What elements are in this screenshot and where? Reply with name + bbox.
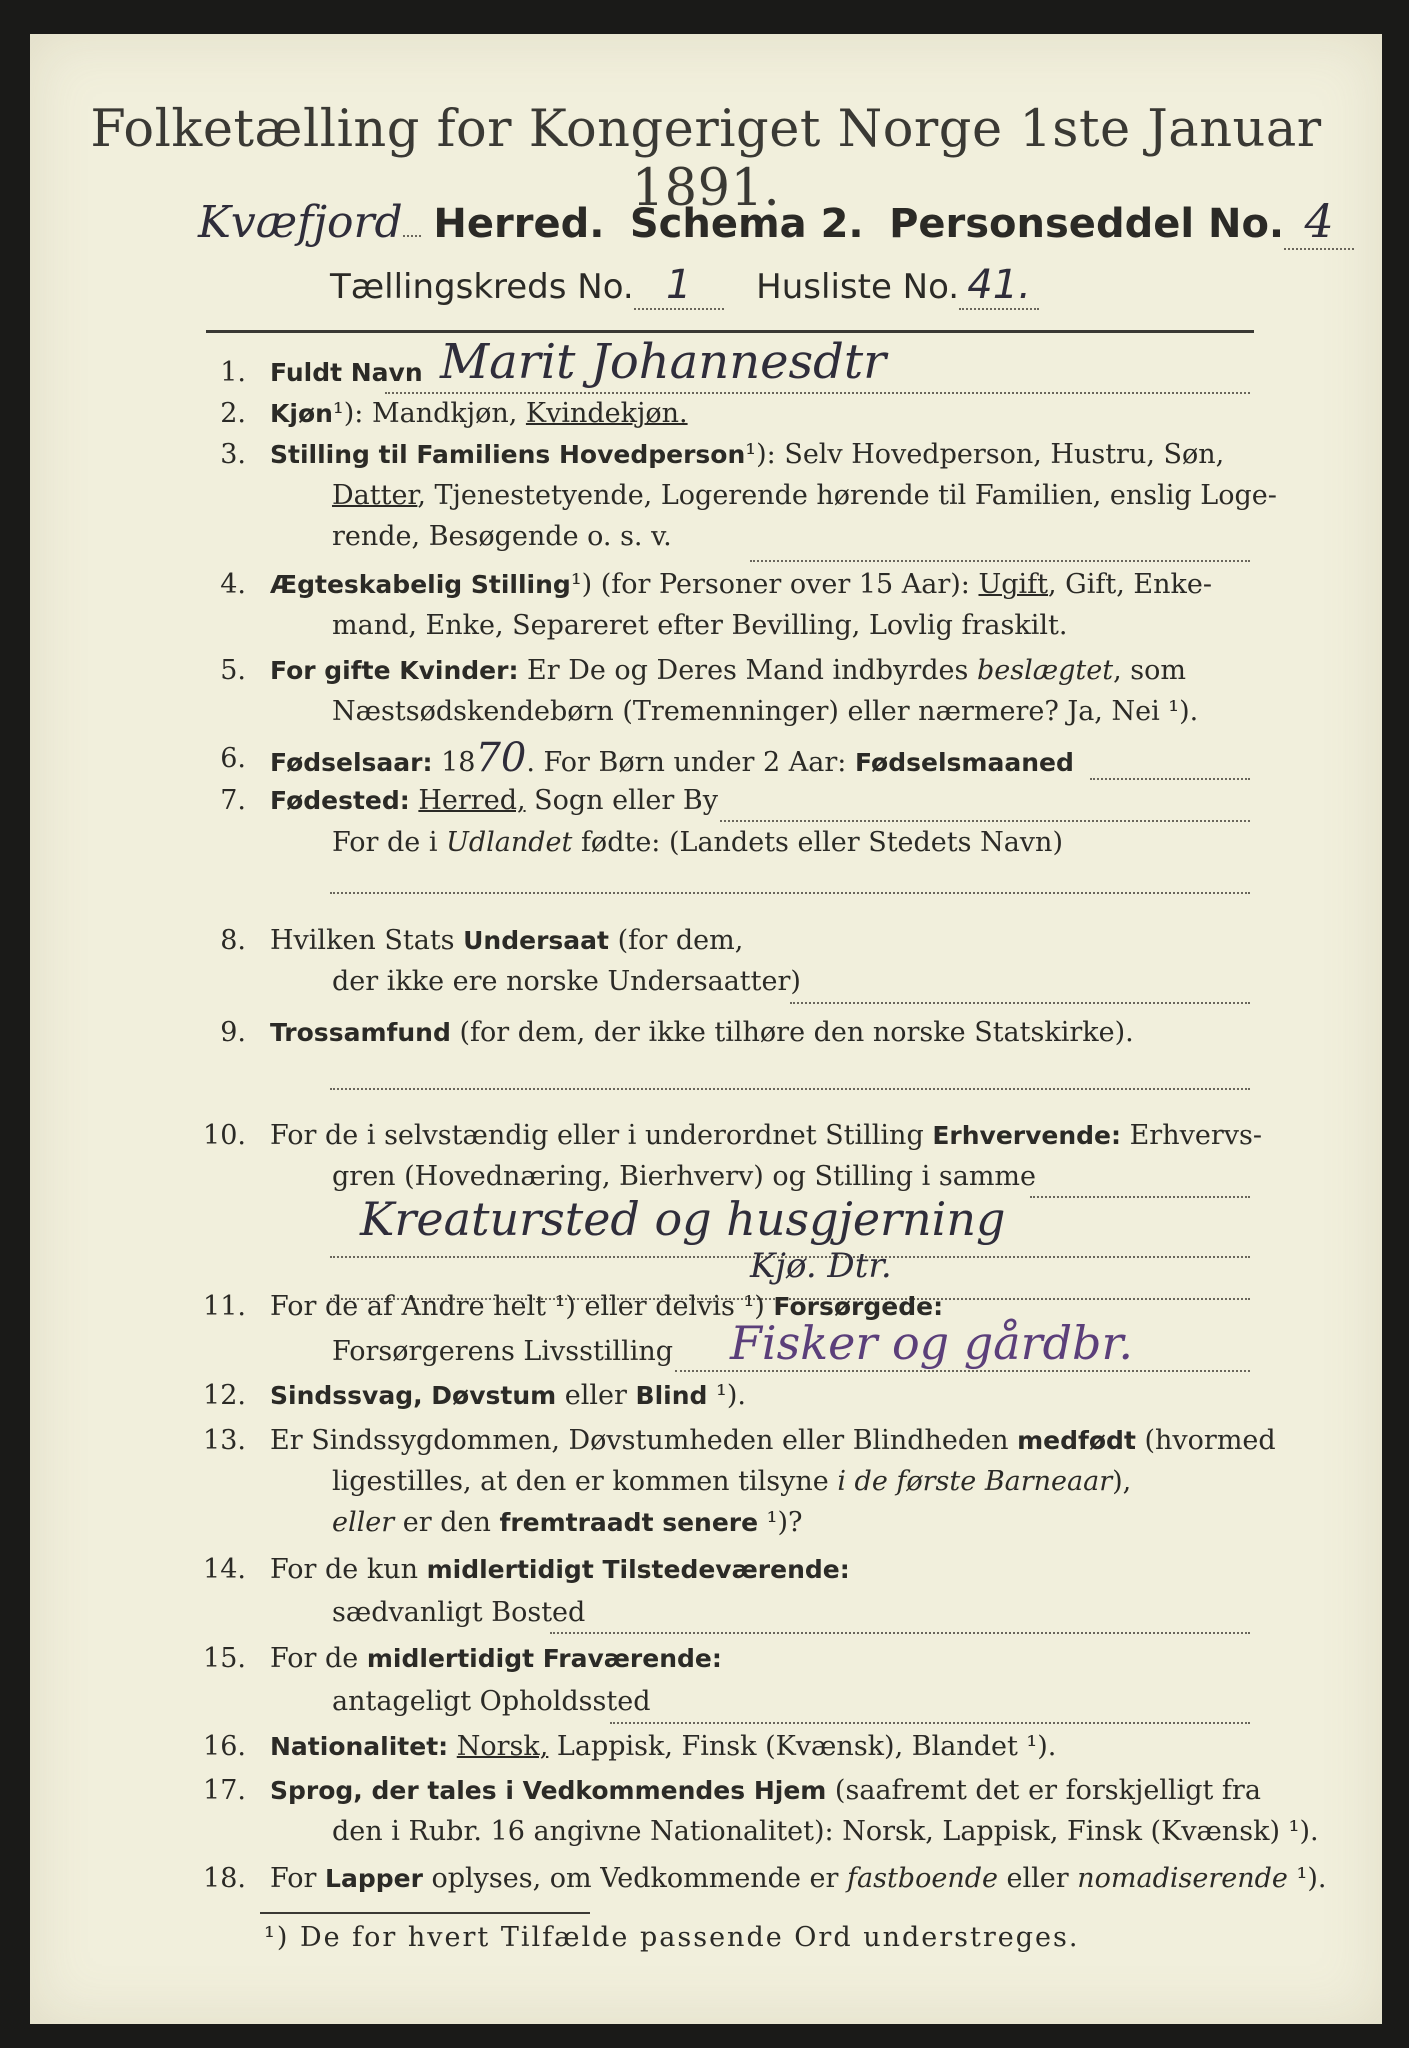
form-title: Folketælling for Kongeriget Norge 1ste Januar 1891.	[90, 100, 1322, 218]
occupation-value-2: Kjø. Dtr.	[750, 1246, 892, 1286]
name-value: Marit Johannesdtr	[440, 334, 887, 390]
kreds-value: 1	[634, 262, 724, 310]
header-rule	[206, 330, 1254, 333]
personseddel-value: 4	[1284, 194, 1354, 250]
herred-label: Herred.	[433, 201, 605, 247]
husliste-value: 41.	[959, 262, 1039, 310]
kreds-label: Tællingskreds No.	[330, 267, 634, 307]
occupation-value: Kreatursted og husgjerning	[360, 1192, 1006, 1246]
footnote-rule	[260, 1912, 590, 1914]
provider-occupation-value: Fisker og gårdbr.	[730, 1316, 1134, 1370]
personseddel-label: Personseddel No.	[889, 201, 1285, 247]
schema-label: Schema 2.	[629, 201, 864, 247]
herred-value: Kvæfjord	[198, 197, 403, 248]
header-line-2	[330, 262, 1039, 310]
footnote: ¹) De for hvert Tilfælde passende Ord understreges.	[264, 1922, 1080, 1953]
husliste-label: Husliste No.	[756, 267, 960, 307]
header-line-1	[198, 194, 1354, 250]
birth-year-value: 70	[475, 735, 527, 781]
census-form: Folketælling for Kongeriget Norge 1ste Januar 1891. Kvæfjord Herred. Schema 2. Personseddel No. 4 Tællingskreds No. 1 Husliste No. 41. 1. Fuldt Navn Marit Johannesdtr 2. Kjøn¹): Mandkjøn, Kvindekjøn. 3. Stilling til Familiens Hovedperson¹): Selv Hovedperson, Hustru, Søn, Datter, Tjenestetyende, Logerende hørende til Familien, enslig Loge- rende, Besøgende o. s. v. 4. Ægteskabelig Stilling¹) (for Personer over 15 Aar): Ugift, Gift, Enke- mand, Enke, Separeret efter Bevilling, Lovlig fraskilt. 5. For gifte Kvinder: Er De og Deres Mand indbyrdes beslægtet, som Næstsødskendebørn (Tremenninger) eller nærmere? Ja, Nei ¹). 6. Fødselsaar: 1870. For Børn under 2 Aar: Fødselsmaaned 7. Fødested: Herred, Sogn eller By For de i Udlandet fødte: (Landets eller Stedets Navn) 8. Hvilken Stats Undersaat (for dem, der ikke ere norske Undersaatter) 9. Trossamfund (for dem, der ikke tilhøre den norske Statskirke). 10. For de i selvstændig eller i underordnet Stilling Erhvervende: Erhvervs- gren (Hovednæring, Bierhverv) og Stilling i samme Kreatursted og husgjerning Kjø. Dtr. 11. For de af Andre helt ¹) eller delvis ¹) Forsørgede: Forsørgerens Livsstilling Fisker og gårdbr. 12. Sindssvag, Døvstum eller Blind ¹). 13. Er Sindssygdommen, Døvstumheden eller Blindheden medfødt (hvormed ligestilles, at den er kommen tilsyne i de første Barneaar), eller er den fremtraadt senere ¹)? 14. For de kun midlertidigt Tilstedeværende: sædvanligt Bosted 15. For de midlertidigt Fraværende: antageligt Opholdssted 16. Nationalitet: Norsk, Lappisk, Finsk (Kvænsk), Blandet ¹). 17. Sprog, der tales i Vedkommendes Hjem (saafremt det er forskjelligt fra den i Rubr. 16 angivne Nationalitet): Norsk, Lappisk, Finsk (Kvænsk) ¹). 18. For Lapper oplyses, om Vedkommende er fastboende eller nomadiserende ¹). ¹) De for hvert Tilfælde passende Ord understreges.	[30, 34, 1382, 2024]
